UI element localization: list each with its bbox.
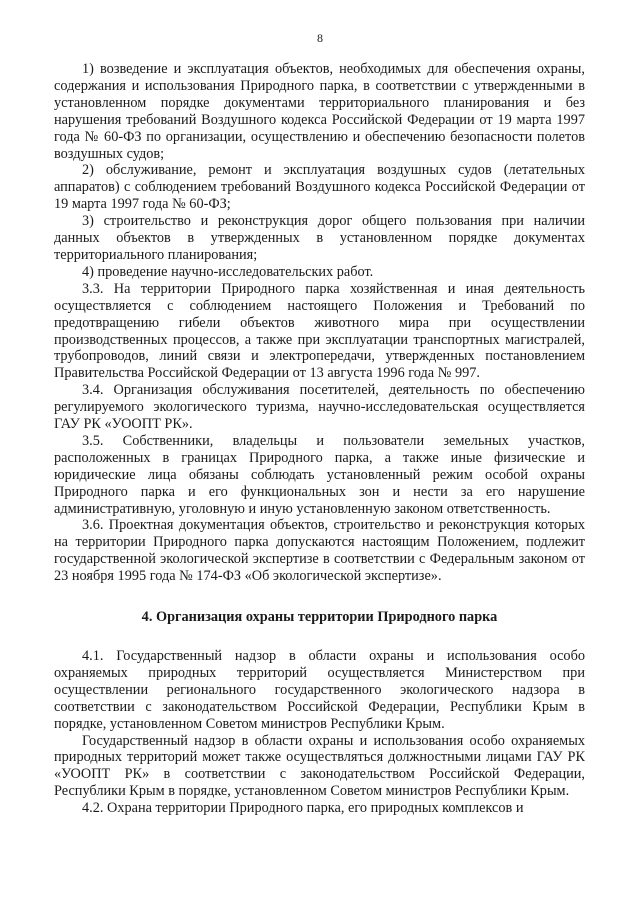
paragraph-4-2: 4.2. Охрана территории Природного парка, его природных комплексов и (82, 800, 524, 817)
paragraph-item-2: 2) обслуживание, ремонт и эксплуатация воздушных судов (летательных аппаратов) с соблюдением требований Воздушного кодекса Российской Федерации от 19 марта 1997 года № 60-ФЗ; (54, 162, 585, 213)
page-number: 8 (317, 31, 323, 45)
paragraph-3-3: 3.3. На территории Природного парка хозяйственная и иная деятельность осуществляется с соблюдением настоящего Положения и Требований по предотвращению гибели объектов животного мира при осуществлении производственных процессов, а также при эксплуатации транспортных магистралей, трубопроводов, линий связи и электропередачи, утвержденных постановлением Правительства Российской Федерации от 13 августа 1996 года № 997. (54, 280, 585, 382)
paragraph-3-5: 3.5. Собственники, владельцы и пользователи земельных участков, расположенных в границах Природного парка, а также иные физические и юридические лица обязаны соблюдать установленный режим особой охраны Природного парка и его функциональных зон и нести за его нарушение административную, уголовную и иную установленную законом ответственность. (54, 432, 585, 517)
paragraph-item-4: 4) проведение научно-исследовательских работ. (82, 263, 374, 280)
paragraph-item-3: 3) строительство и реконструкция дорог общего пользования при наличии данных объектов в утвержденных в установленном порядке документах территориального планирования; (54, 213, 585, 263)
paragraph-3-4: 3.4. Организация обслуживания посетителей, деятельность по обеспечению регулируемого экологического туризма, научно-исследовательская осуществляется ГАУ РК «УООПТ РК». (54, 382, 585, 433)
paragraph-3-6: 3.6. Проектная документация объектов, строительство и реконструкция которых на территории Природного парка допускаются настоящим Положением, подлежит государственной экологической экспертизе в соответствии с Федеральным законом от 23 ноября 1995 года № 174-ФЗ «Об экологической экспертизе». (54, 517, 585, 585)
section-heading: 4. Организация охраны территории Природного парка (141, 609, 498, 626)
document-body (54, 61, 585, 817)
paragraph-item-1: 1) возведение и эксплуатация объектов, необходимых для обеспечения охраны, содержания и использования Природного парка, в соответствии с утвержденными в установленном порядке документами территориального планирования и без нарушения требований Воздушного кодекса Российской Федерации от 19 марта 1997 года № 60-ФЗ по организации, осуществлению и обеспечению безопасности полетов воздушных судов; (54, 61, 585, 162)
paragraph-4-1: 4.1. Государственный надзор в области охраны и использования особо охраняемых природных территорий осуществляется Министерством при осуществлении регионального государственного экологического надзора в соответствии с законодательством Российской Федерации, Республики Крым в порядке, установленном Советом министров Республики Крым. (54, 648, 585, 732)
paragraph-state-supervision: Государственный надзор в области охраны и использования особо охраняемых природных территорий может также осуществляться должностными лицами ГАУ РК «УООПТ РК» в соответствии с законодательством Российской Федерации, Республики Крым в порядке, установленном Советом министров Республики Крым. (54, 732, 585, 800)
